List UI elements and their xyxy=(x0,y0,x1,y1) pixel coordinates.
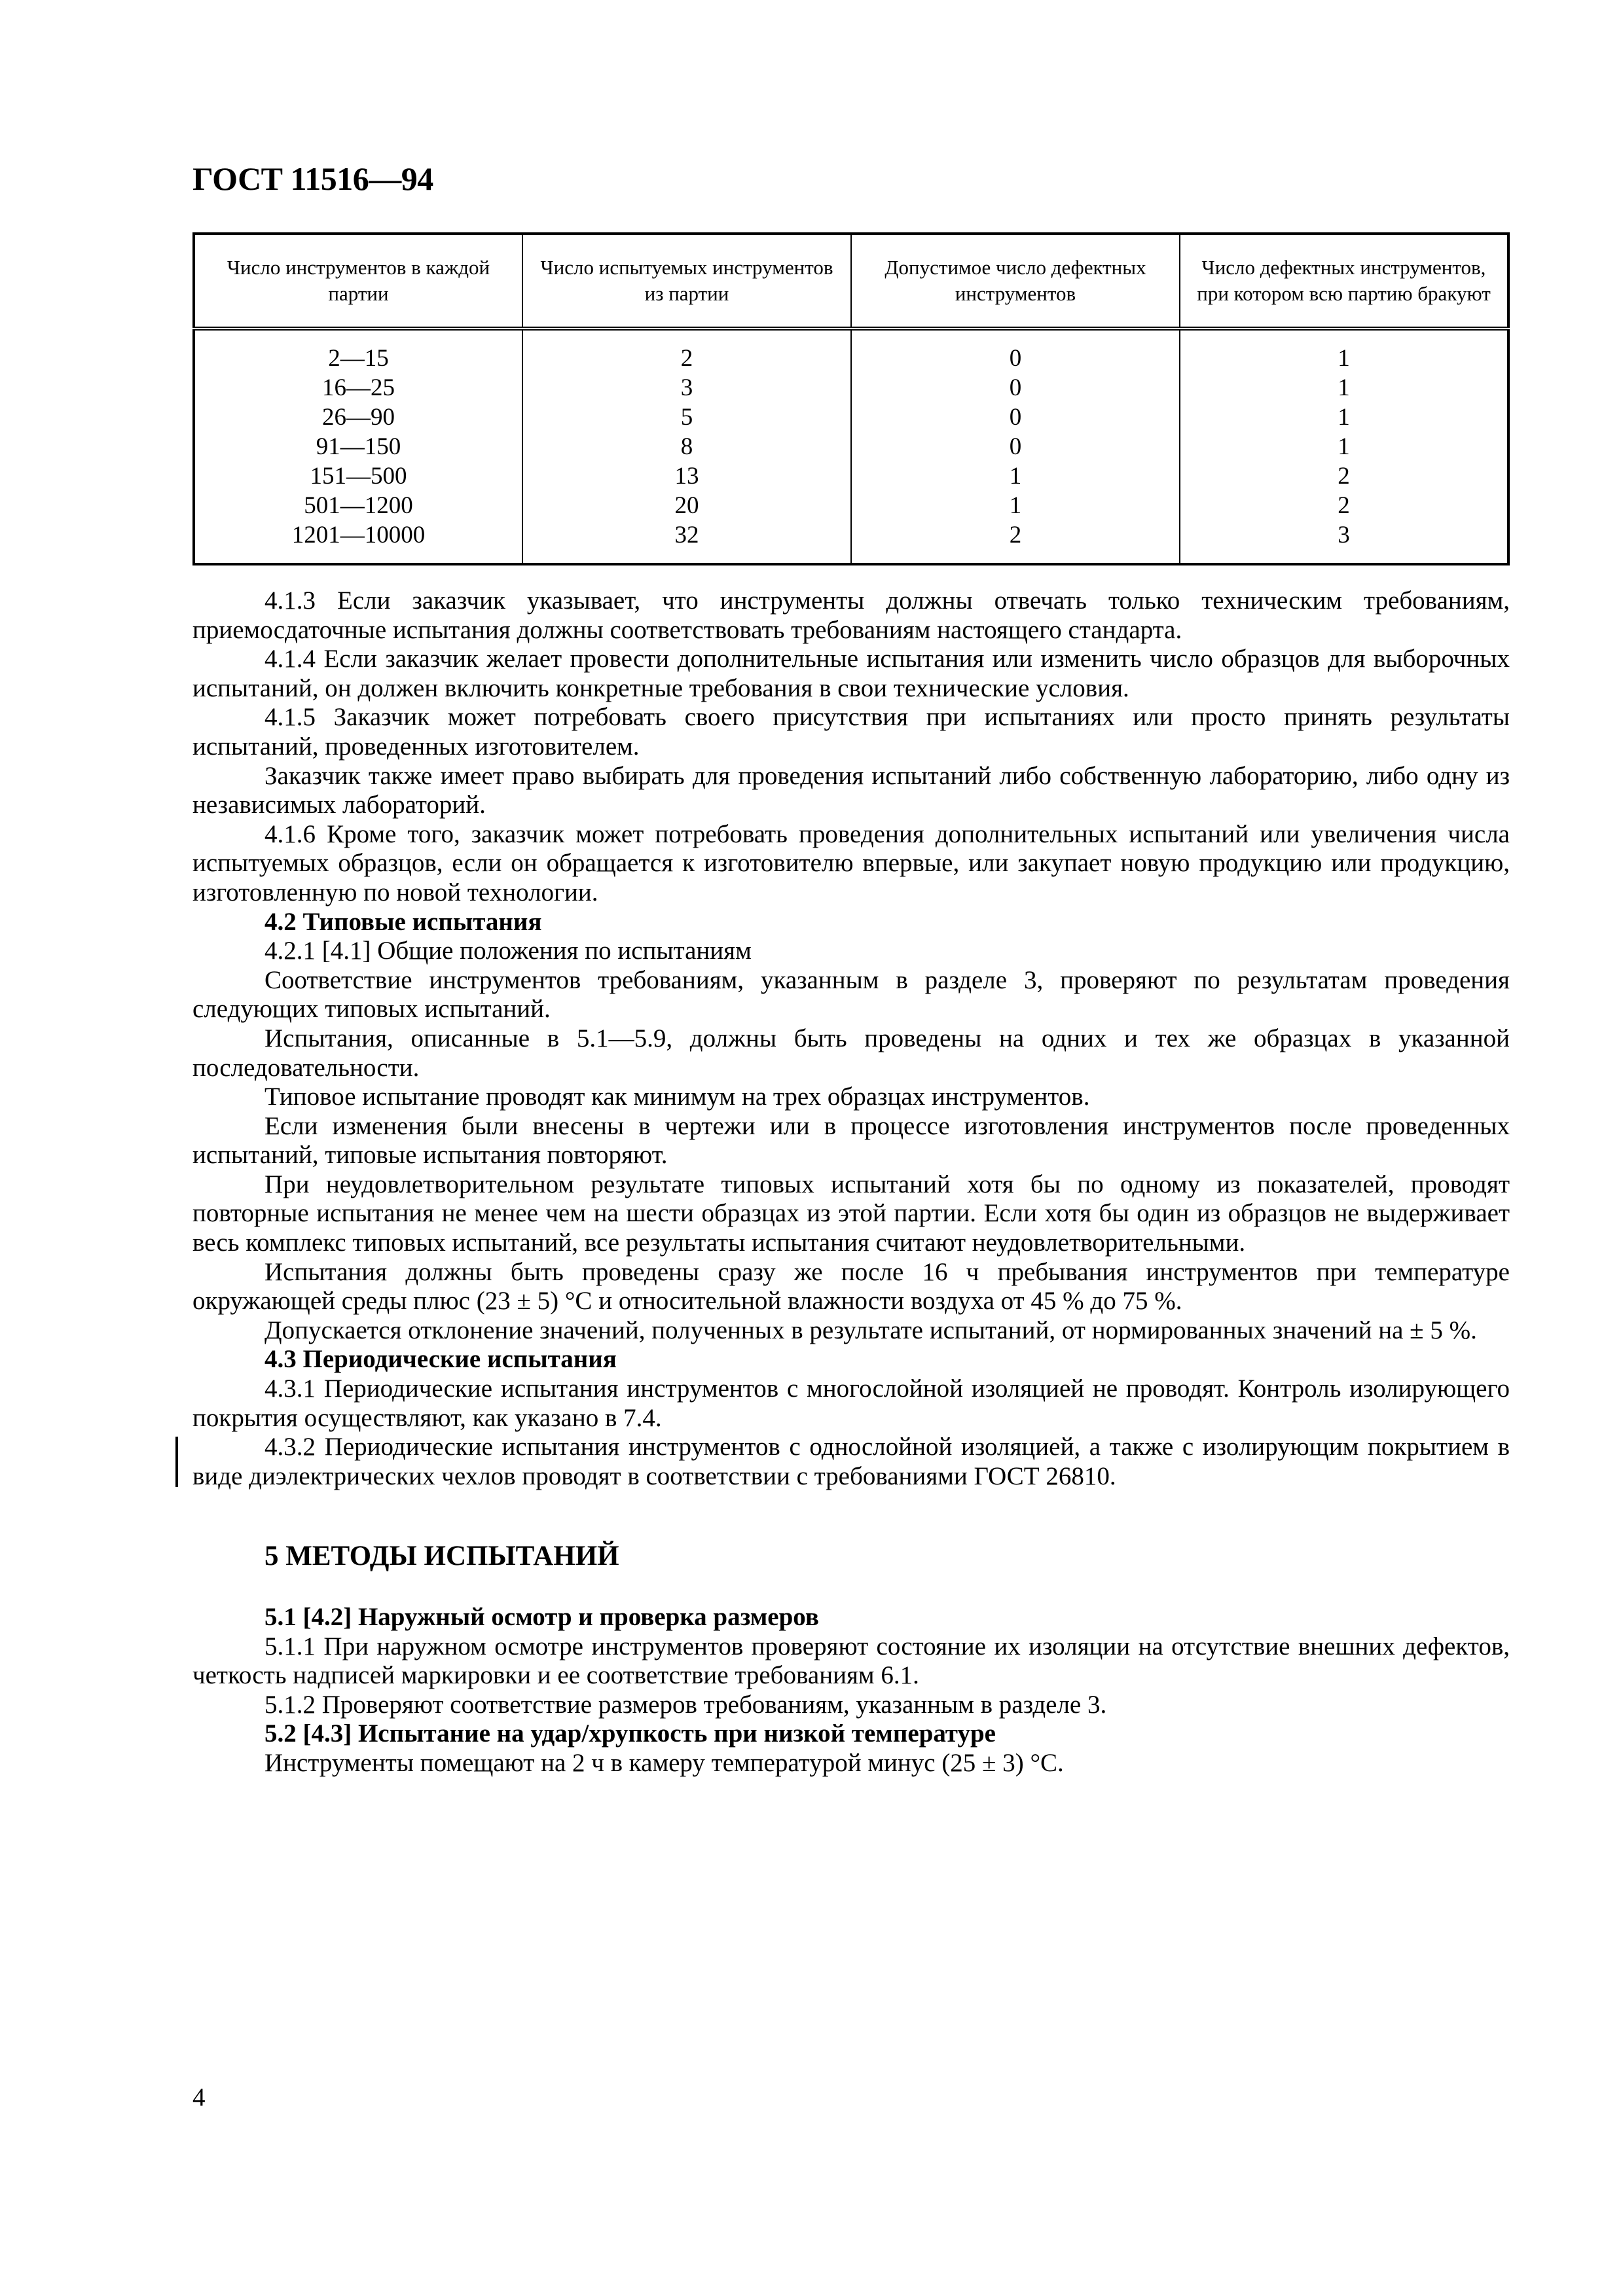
heading-4-3: 4.3 Периодические испытания xyxy=(264,1345,617,1374)
paragraph-4-3-2: 4.3.2 Периодические испытания инструментов с однослойной изоляцией, а также с изолирующим покрытием в виде диэлектрических чехлов проводят в соответствии с требованиями ГОСТ 26810. xyxy=(192,1433,1510,1490)
paragraph-4-3-1: 4.3.1 Периодические испытания инструментов с многослойной изоляцией не проводят. Контроль изолирующего покрытия осуществляют, как указано в 7.4. xyxy=(192,1374,1510,1432)
paragraph-4-1-6: 4.1.6 Кроме того, заказчик может потребовать проведения дополнительных испытаний или увеличения числа испытуемых образцов, если он обращается к изготовителю впервые, или закупает новую продукцию или продукцию, изготовленную по новой технологии. xyxy=(192,819,1510,906)
table-cell: 2 xyxy=(522,329,851,373)
table-cell: 2 xyxy=(1180,461,1508,491)
paragraph-5-1-2: 5.1.2 Проверяют соответствие размеров требованиям, указанным в разделе 3. xyxy=(264,1690,1107,1719)
table-cell: 1 xyxy=(1180,329,1508,373)
paragraph-4-2-1-b: Испытания, описанные в 5.1—5.9, должны быть проведены на одних и тех же образцах в указанной последовательности. xyxy=(192,1024,1510,1082)
body-text xyxy=(192,586,1510,1778)
column-header-sample-size: Число испытуемых инструментов из партии xyxy=(522,234,851,329)
paragraph-4-1-5: 4.1.5 Заказчик может потребовать своего присутствия при испытаниях или просто принять результаты испытаний, проведенных изготовителем. xyxy=(192,703,1510,761)
table-row xyxy=(194,491,1508,520)
table-cell: 26—90 xyxy=(194,403,522,432)
paragraph-4-2-1-f: Испытания должны быть проведены сразу же после 16 ч пребывания инструментов при температуре окружающей среды плюс (23 ± 5) °С и относительной влажности воздуха от 45 % до 75 %. xyxy=(192,1257,1510,1316)
table-cell: 151—500 xyxy=(194,461,522,491)
paragraph-4-2-1-a: Соответствие инструментов требованиям, указанным в разделе 3, проверяют по результатам проведения следующих типовых испытаний. xyxy=(192,965,1510,1024)
table-cell: 5 xyxy=(522,403,851,432)
table-cell: 0 xyxy=(851,329,1180,373)
heading-5-2: 5.2 [4.3] Испытание на удар/хрупкость при низкой температуре xyxy=(264,1719,996,1748)
document-header: ГОСТ 11516—94 xyxy=(192,160,433,197)
table-cell: 1 xyxy=(851,491,1180,520)
table-cell: 20 xyxy=(522,491,851,520)
table-cell: 2 xyxy=(1180,491,1508,520)
table-cell: 3 xyxy=(522,373,851,403)
sampling-table xyxy=(192,232,1510,565)
table-cell: 2—15 xyxy=(194,329,522,373)
paragraph-4-2-1-c: Типовое испытание проводят как минимум на трех образцах инструментов. xyxy=(264,1083,1090,1111)
table-cell: 32 xyxy=(522,520,851,564)
column-header-lot-size: Число инструментов в каждой партии xyxy=(194,234,522,329)
table-cell: 8 xyxy=(522,432,851,461)
paragraph-5-2-a: Инструменты помещают на 2 ч в камеру температурой минус (25 ± 3) °С. xyxy=(264,1748,1064,1777)
table-cell: 91—150 xyxy=(194,432,522,461)
table-cell: 0 xyxy=(851,432,1180,461)
change-bar xyxy=(175,1437,178,1487)
table-row xyxy=(194,520,1508,564)
table-cell: 501—1200 xyxy=(194,491,522,520)
table-cell: 1 xyxy=(851,461,1180,491)
table-cell: 2 xyxy=(851,520,1180,564)
table-cell: 13 xyxy=(522,461,851,491)
table-cell: 1 xyxy=(1180,373,1508,403)
table-cell: 1 xyxy=(1180,403,1508,432)
section-heading-5: 5 МЕТОДЫ ИСПЫТАНИЙ xyxy=(264,1541,619,1572)
table-header-row xyxy=(194,234,1508,329)
table-row xyxy=(194,403,1508,432)
paragraph-4-1-3: 4.1.3 Если заказчик указывает, что инструменты должны отвечать только техническим требованиям, приемосдаточные испытания должны соответствовать требованиям настоящего стандарта. xyxy=(192,586,1510,644)
paragraph-4-1-4: 4.1.4 Если заказчик желает провести дополнительные испытания или изменить число образцов для выборочных испытаний, он должен включить конкретные требования в свои технические условия. xyxy=(192,645,1510,702)
paragraph-4-2-1-g: Допускается отклонение значений, полученных в результате испытаний, от нормированных значений на ± 5 %. xyxy=(264,1316,1477,1344)
heading-4-2: 4.2 Типовые испытания xyxy=(264,907,542,936)
table-row xyxy=(194,461,1508,491)
table-cell: 0 xyxy=(851,373,1180,403)
table-row xyxy=(194,329,1508,373)
table-cell: 16—25 xyxy=(194,373,522,403)
paragraph-4-2-1-d: Если изменения были внесены в чертежи или в процессе изготовления инструментов после проведенных испытаний, типовые испытания повторяют. xyxy=(192,1111,1510,1170)
paragraph-4-2-1: 4.2.1 [4.1] Общие положения по испытаниям xyxy=(264,937,752,965)
paragraph-4-1-5-continued: Заказчик также имеет право выбирать для проведения испытаний либо собственную лабораторию, либо одну из независимых лабораторий. xyxy=(192,761,1510,819)
column-header-rejection-number: Число дефектных инструментов, при котором всю партию бракуют xyxy=(1180,234,1508,329)
heading-5-1: 5.1 [4.2] Наружный осмотр и проверка размеров xyxy=(264,1603,819,1631)
table-row xyxy=(194,373,1508,403)
paragraph-4-2-1-e: При неудовлетворительном результате типовых испытаний хотя бы по одному из показателей, проводят повторные испытания не менее чем на шести образцах из этой партии. Если хотя бы один из образцов не выдерживает весь комплекс типовых испытаний, все результаты испытания считают неудовлетворительными. xyxy=(192,1170,1510,1257)
table-row xyxy=(194,432,1508,461)
page-number: 4 xyxy=(192,2083,206,2111)
paragraph-5-1-1: 5.1.1 При наружном осмотре инструментов проверяют состояние их изоляции на отсутствие внешних дефектов, четкость надписей маркировки и ее соответствие требованиям 6.1. xyxy=(192,1632,1510,1690)
table-cell: 1 xyxy=(1180,432,1508,461)
column-header-acceptance-number: Допустимое число дефектных инструментов xyxy=(851,234,1180,329)
changed-paragraph-block xyxy=(192,1433,1510,1491)
table-cell: 0 xyxy=(851,403,1180,432)
table-cell: 1201—10000 xyxy=(194,520,522,564)
table-cell: 3 xyxy=(1180,520,1508,564)
